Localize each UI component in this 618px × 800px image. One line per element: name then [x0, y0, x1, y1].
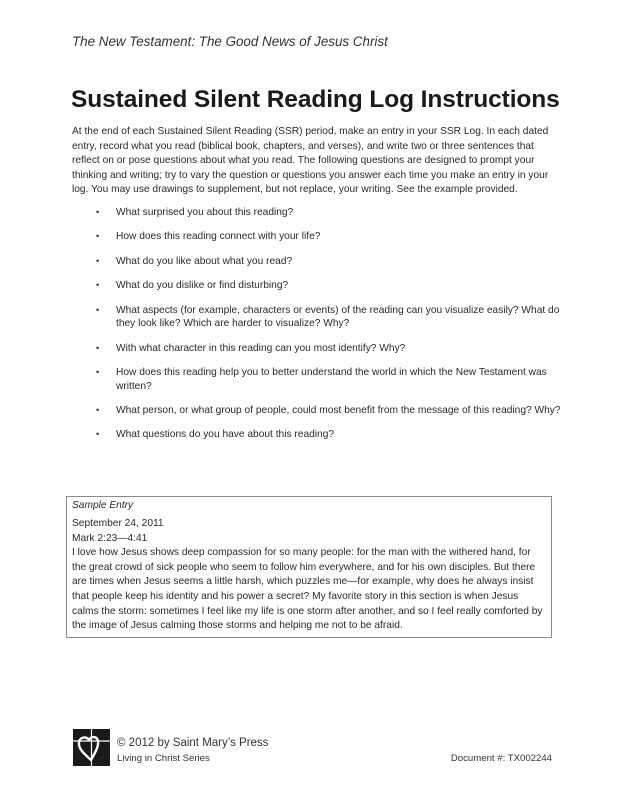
- question-text: With what character in this reading can you most identify? Why?: [116, 342, 406, 354]
- list-item: [96, 255, 566, 269]
- sample-entry-body: [72, 517, 546, 634]
- list-item: [96, 206, 566, 220]
- question-list: [96, 206, 566, 453]
- list-item: [96, 342, 566, 356]
- page-title: Sustained Silent Reading Log Instructions: [71, 86, 560, 113]
- bullet-icon: •: [96, 304, 100, 315]
- document-number: Document #: TX002244: [450, 753, 552, 764]
- question-text: What do you like about what you read?: [116, 255, 293, 267]
- list-item: [96, 304, 566, 331]
- list-item: [96, 404, 566, 418]
- bullet-icon: •: [96, 366, 100, 377]
- sample-entry-box: [66, 496, 552, 638]
- sample-entry-passage: Mark 2:23—4:41: [72, 532, 148, 544]
- question-text: What do you dislike or find disturbing?: [116, 280, 289, 292]
- bullet-icon: •: [96, 207, 100, 217]
- sample-entry-date: September 24, 2011: [72, 518, 164, 529]
- list-item: [96, 428, 566, 442]
- bullet-icon: •: [96, 231, 100, 242]
- bullet-icon: •: [96, 404, 100, 415]
- list-item: [96, 230, 566, 244]
- bullet-icon: •: [96, 342, 100, 353]
- series-name: Living in Christ Series: [117, 753, 210, 764]
- intro-paragraph: At the end of each Sustained Silent Reading (SSR) period, make an entry in your SSR Log. In each dated entry, record what you read (biblical book, chapters, and verses), and write two or three sentences that reflect on or pose questions about what you read. The following questions are designed to prompt your thinking and writing; try to vary the question or questions you answer each time you make an entry in your log. You may use drawings to supplement, but not replace, your writing. See the example provided.: [72, 126, 549, 196]
- saint-marys-press-logo-icon: [73, 729, 110, 766]
- question-text: How does this reading connect with your life?: [116, 231, 321, 243]
- running-header: The New Testament: The Good News of Jesus Christ: [72, 34, 388, 49]
- sample-entry-label: Sample Entry: [72, 500, 134, 511]
- bullet-icon: •: [96, 429, 100, 440]
- list-item: [96, 279, 566, 293]
- bullet-icon: •: [96, 255, 100, 266]
- list-item: [96, 366, 566, 393]
- question-text: What aspects (for example, characters or events) of the reading can you visualize easily? What do they look like? Which are harder to visualize? Why?: [116, 304, 560, 330]
- question-text: What surprised you about this reading?: [116, 207, 294, 218]
- bullet-icon: •: [96, 280, 100, 291]
- question-text: How does this reading help you to better understand the world in which the New Testament was written?: [116, 366, 547, 392]
- question-text: What questions do you have about this reading?: [116, 429, 335, 441]
- question-text: What person, or what group of people, could most benefit from the message of this reading? Why?: [116, 404, 561, 416]
- sample-entry-text: I love how Jesus shows deep compassion for so many people: for the man with the withered hand, for the great crowd of sick people who seem to follow him everywhere, and for his own disciples. But there are times when Jesus seems a little harsh, which puzzles me—for example, why does he always insist that people keep his identity and his power a secret? My favorite story in this section is when Jesus calms the storm: sometimes I feel like my life is one storm after another, and so I feel really comforted by the image of Jesus calming those storms and helping me not to be afraid.: [72, 547, 543, 632]
- copyright-text: © 2012 by Saint Mary’s Press: [117, 737, 269, 749]
